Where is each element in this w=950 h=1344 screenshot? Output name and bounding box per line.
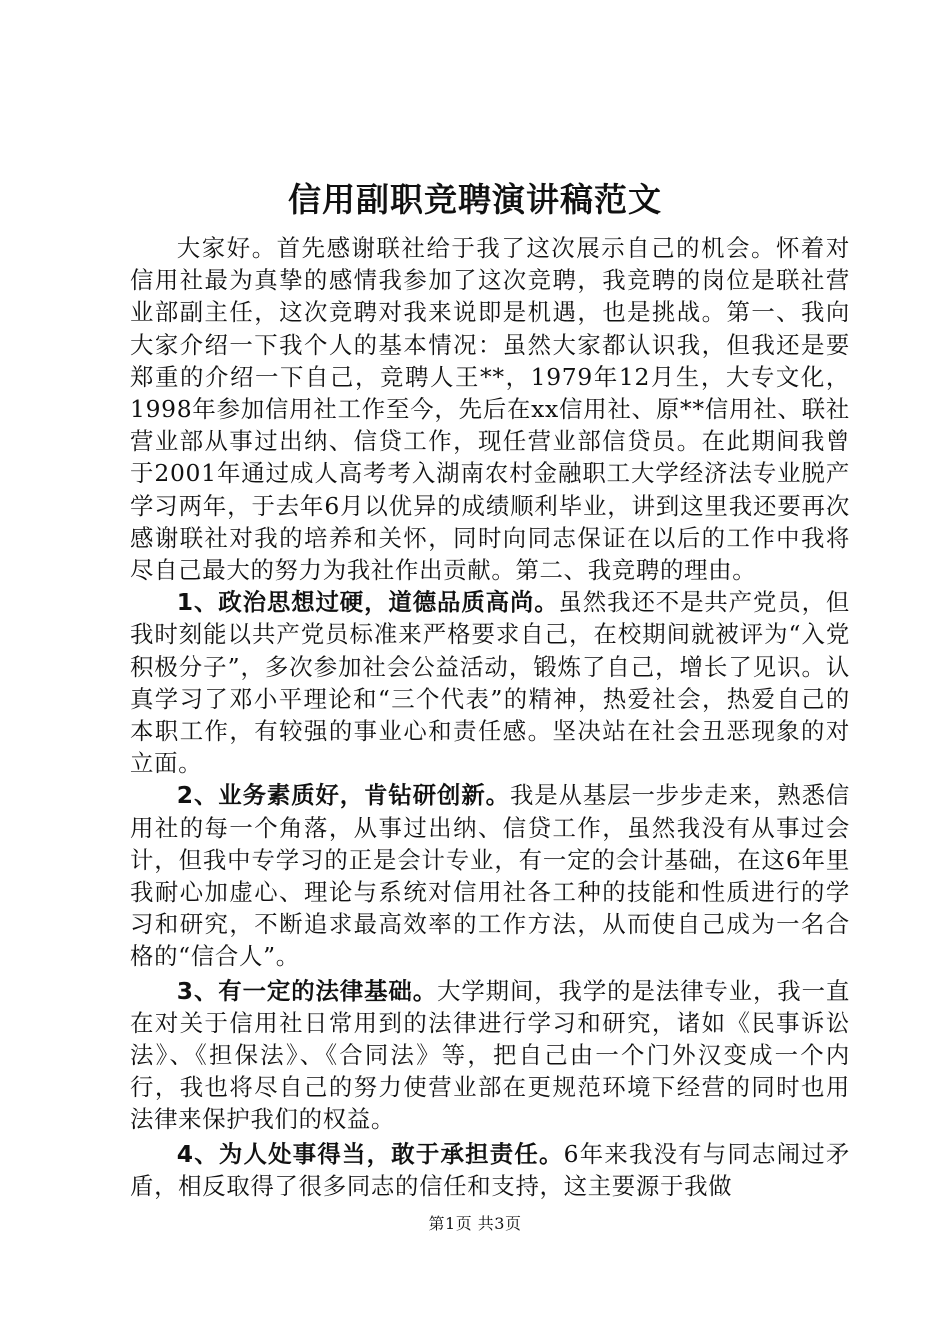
paragraph-text: 大家好。首先感谢联社给于我了这次展示自己的机会。怀着对信用社最为真挚的感情我参加了这次竞聘，我竞聘的岗位是联社营业部副主任，这次竞聘对我来说即是机遇，也是挑战。第一、我向大家介绍一下我个人的基本情况：虽然大家都认识我，但我还是要郑重的介绍一下自己，竞聘人王**，1979年12月生，大专文化，1998年参加信用社工作至今，先后在xx信用社、原**信用社、联社营业部从事过出纳、信贷工作，现任营业部信贷员。在此期间我曾于2001年通过成人高考考入湖南农村金融职工大学经济法专业脱产学习两年，于去年6月以优异的成绩顺利毕业，讲到这里我还要再次感谢联社对我的培养和关怀，同时向同志保证在以后的工作中我将尽自己最大的努力为我社作出贡献。第二、我竞聘的理由。: [130, 234, 850, 585]
paragraph-text: 6年来我没有与同志闹过矛盾，相反取得了很多同志的信任和支持，这主要源于我做: [130, 1139, 850, 1200]
paragraph-lead: 2、业务素质好，肯钻研创新。: [176, 781, 510, 810]
paragraph-intro: [130, 232, 850, 586]
paragraph-reason-3: [130, 975, 850, 1136]
paragraph-text: 我是从基层一步步走来，熟悉信用社的每一个角落，从事过出纳、信贷工作，虽然我没有从事过会计，但我中专学习的正是会计专业，有一定的会计基础，在这6年里我耐心加虚心、理论与系统对信用社各工种的技能和性质进行的学习和研究，不断追求最高效率的工作方法，从而使自己成为一名合格的“信合人”。: [130, 781, 850, 971]
document-body: [130, 232, 850, 1202]
document-title: 信用副职竞聘演讲稿范文: [288, 180, 662, 219]
paragraph-lead: 4、为人处事得当，敢于承担责任。: [176, 1139, 564, 1168]
paragraph-reason-2: [130, 779, 850, 972]
page-number-footer: 第1页 共3页: [428, 1214, 522, 1233]
paragraph-reason-4: [130, 1138, 850, 1202]
paragraph-lead: 3、有一定的法律基础。: [176, 976, 438, 1005]
paragraph-text: 虽然我还不是共产党员，但我时刻能以共产党员标准来严格要求自己，在校期间就被评为“入党积极分子”，多次参加社会公益活动，锻炼了自己，增长了见识。认真学习了邓小平理论和“三个代表”的精神，热爱社会，热爱自己的本职工作，有较强的事业心和责任感。坚决站在社会丑恶现象的对立面。: [130, 588, 850, 778]
paragraph-lead: 1、政治思想过硬，道德品质高尚。: [176, 588, 559, 617]
paragraph-reason-1: [130, 586, 850, 779]
paragraph-text: 大学期间，我学的是法律专业，我一直在对关于信用社日常用到的法律进行学习和研究，诸如《民事诉讼法》、《担保法》、《合同法》等，把自己由一个门外汉变成一个内行，我也将尽自己的努力使营业部在更规范环境下经营的同时也用法律来保护我们的权益。: [130, 976, 850, 1134]
